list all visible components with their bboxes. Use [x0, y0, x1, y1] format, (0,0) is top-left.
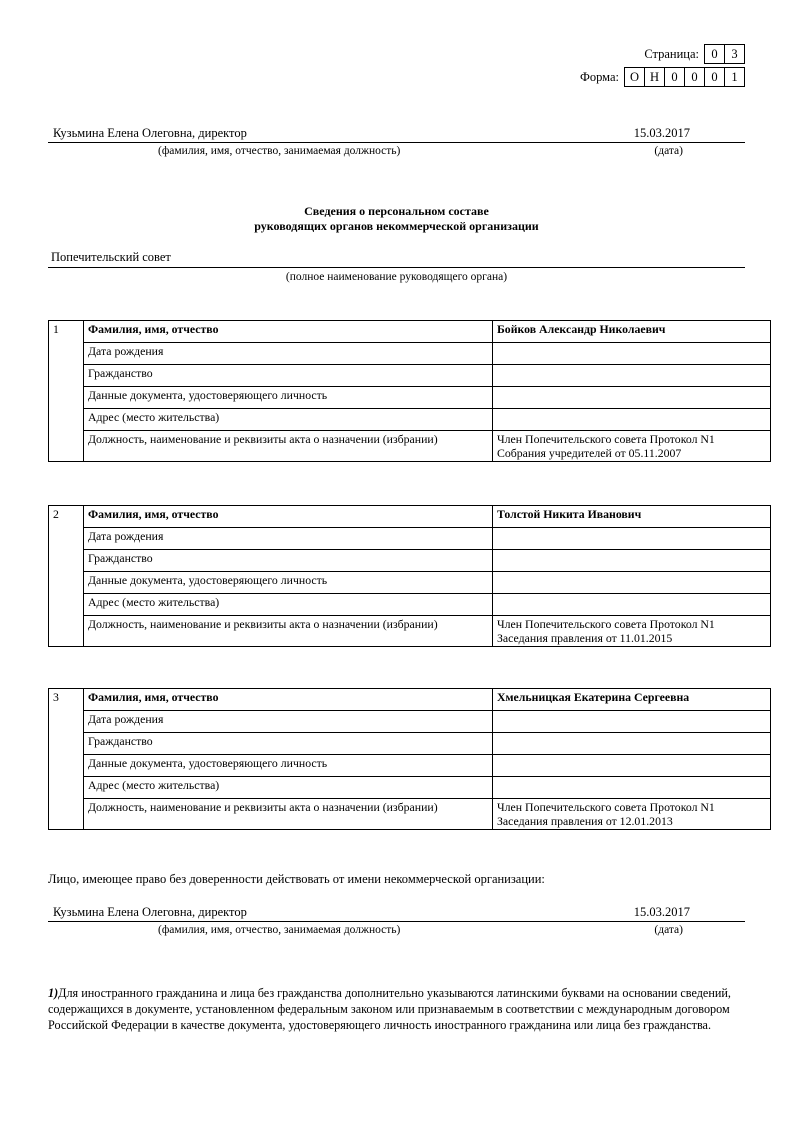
label-document: Данные документа, удостоверяющего личность: [84, 572, 493, 594]
top-signature-captions: [48, 145, 745, 157]
table-row: [49, 506, 771, 528]
value-fio: Толстой Никита Иванович: [493, 506, 771, 528]
value-citizenship: [493, 365, 771, 387]
table-row: [49, 321, 771, 343]
form-char: О: [624, 67, 645, 87]
top-signature-caption-left: (фамилия, имя, отчество, занимаемая должность): [158, 145, 401, 157]
label-address: Адрес (место жительства): [84, 594, 493, 616]
person-number: 1: [49, 321, 84, 462]
page-number-label: Страница:: [644, 46, 699, 61]
top-signature-date: 15.03.2017: [633, 126, 690, 140]
label-document: Данные документа, удостоверяющего личность: [84, 387, 493, 409]
person-number: 3: [49, 689, 84, 830]
form-char: 1: [724, 67, 745, 87]
bottom-signature-name: Кузьмина Елена Олеговна, директор: [53, 905, 247, 919]
form-code-label: Форма:: [579, 69, 619, 84]
label-address: Адрес (место жительства): [84, 409, 493, 431]
footnote-text: Для иностранного гражданина и лица без гражданства дополнительно указываются латинскими буквами на основании сведений, содержащихся в документе, установленном федеральным законом или признаваемым в соответствии с международным договором Российской Федерации в качестве документа, удостоверяющего личность иностранного гражданина или лица без гражданства.: [48, 986, 731, 1032]
form-code-boxes: [625, 67, 745, 87]
value-birth: [493, 528, 771, 550]
value-appointment: Член Попечительского совета Протокол N1 Заседания правления от 11.01.2015: [493, 616, 771, 647]
label-appointment: Должность, наименование и реквизиты акта о назначении (избрании): [84, 799, 493, 830]
top-signature-name: Кузьмина Елена Олеговна, директор: [53, 126, 247, 140]
value-appointment: Член Попечительского совета Протокол N1 Заседания правления от 12.01.2013: [493, 799, 771, 830]
value-appointment: Член Попечительского совета Протокол N1 Собрания учредителей от 05.11.2007: [493, 431, 771, 462]
value-document: [493, 755, 771, 777]
label-citizenship: Гражданство: [84, 365, 493, 387]
top-signature-row: [48, 126, 745, 143]
table-row: [49, 689, 771, 711]
label-fio: Фамилия, имя, отчество: [84, 506, 493, 528]
table-row: [49, 528, 771, 550]
bottom-signature-caption-left: (фамилия, имя, отчество, занимаемая должность): [158, 924, 401, 936]
value-birth: [493, 343, 771, 365]
bottom-signature-block: [48, 905, 745, 936]
footnote: [48, 985, 748, 1033]
table-row: [49, 387, 771, 409]
value-address: [493, 409, 771, 431]
value-fio: Хмельницкая Екатерина Сергеевна: [493, 689, 771, 711]
form-char: Н: [644, 67, 665, 87]
person-table: [48, 320, 771, 462]
label-appointment: Должность, наименование и реквизиты акта о назначении (избрании): [84, 616, 493, 647]
label-fio: Фамилия, имя, отчество: [84, 321, 493, 343]
page-number-boxes: [705, 44, 745, 64]
table-row: [49, 550, 771, 572]
page-number-row: [580, 44, 745, 64]
label-document: Данные документа, удостоверяющего личность: [84, 755, 493, 777]
label-appointment: Должность, наименование и реквизиты акта о назначении (избрании): [84, 431, 493, 462]
bottom-signature-caption-right: (дата): [654, 924, 683, 936]
table-row: [49, 799, 771, 830]
person-number: 2: [49, 506, 84, 647]
label-address: Адрес (место жительства): [84, 777, 493, 799]
table-row: [49, 572, 771, 594]
bottom-signature-row: [48, 905, 745, 922]
label-citizenship: Гражданство: [84, 550, 493, 572]
table-row: [49, 733, 771, 755]
value-address: [493, 777, 771, 799]
table-row: [49, 616, 771, 647]
form-code-row: [580, 67, 745, 87]
form-char: 0: [664, 67, 685, 87]
person-table: [48, 688, 771, 830]
governing-organ-block: [48, 250, 745, 283]
page-title: [0, 204, 793, 234]
table-row: [49, 777, 771, 799]
page-digit: 3: [724, 44, 745, 64]
table-row: [49, 409, 771, 431]
governing-organ-caption: (полное наименование руководящего органа): [285, 271, 508, 283]
table-row: [49, 711, 771, 733]
label-fio: Фамилия, имя, отчество: [84, 689, 493, 711]
form-char: 0: [704, 67, 725, 87]
table-row: [49, 755, 771, 777]
label-citizenship: Гражданство: [84, 733, 493, 755]
person-table: [48, 505, 771, 647]
top-signature-caption-right: (дата): [654, 145, 683, 157]
label-birth: Дата рождения: [84, 711, 493, 733]
table-row: [49, 365, 771, 387]
page-title-line1: Сведения о персональном составе: [304, 204, 489, 218]
value-address: [493, 594, 771, 616]
page-title-line2: руководящих органов некоммерческой организации: [254, 219, 539, 233]
authorized-person-note: Лицо, имеющее право без доверенности действовать от имени некоммерческой организации:: [48, 872, 545, 886]
value-citizenship: [493, 733, 771, 755]
table-row: [49, 431, 771, 462]
value-birth: [493, 711, 771, 733]
page-digit: 0: [704, 44, 725, 64]
bottom-signature-date: 15.03.2017: [633, 905, 690, 919]
form-char: 0: [684, 67, 705, 87]
label-birth: Дата рождения: [84, 528, 493, 550]
value-fio: Бойков Александр Николаевич: [493, 321, 771, 343]
governing-organ-value: Попечительский совет: [48, 250, 745, 268]
value-document: [493, 572, 771, 594]
value-citizenship: [493, 550, 771, 572]
table-row: [49, 343, 771, 365]
top-signature-block: [48, 126, 745, 157]
label-birth: Дата рождения: [84, 343, 493, 365]
value-document: [493, 387, 771, 409]
form-header: [580, 44, 745, 90]
table-row: [49, 594, 771, 616]
bottom-signature-captions: [48, 924, 745, 936]
footnote-marker: 1): [48, 986, 59, 1000]
